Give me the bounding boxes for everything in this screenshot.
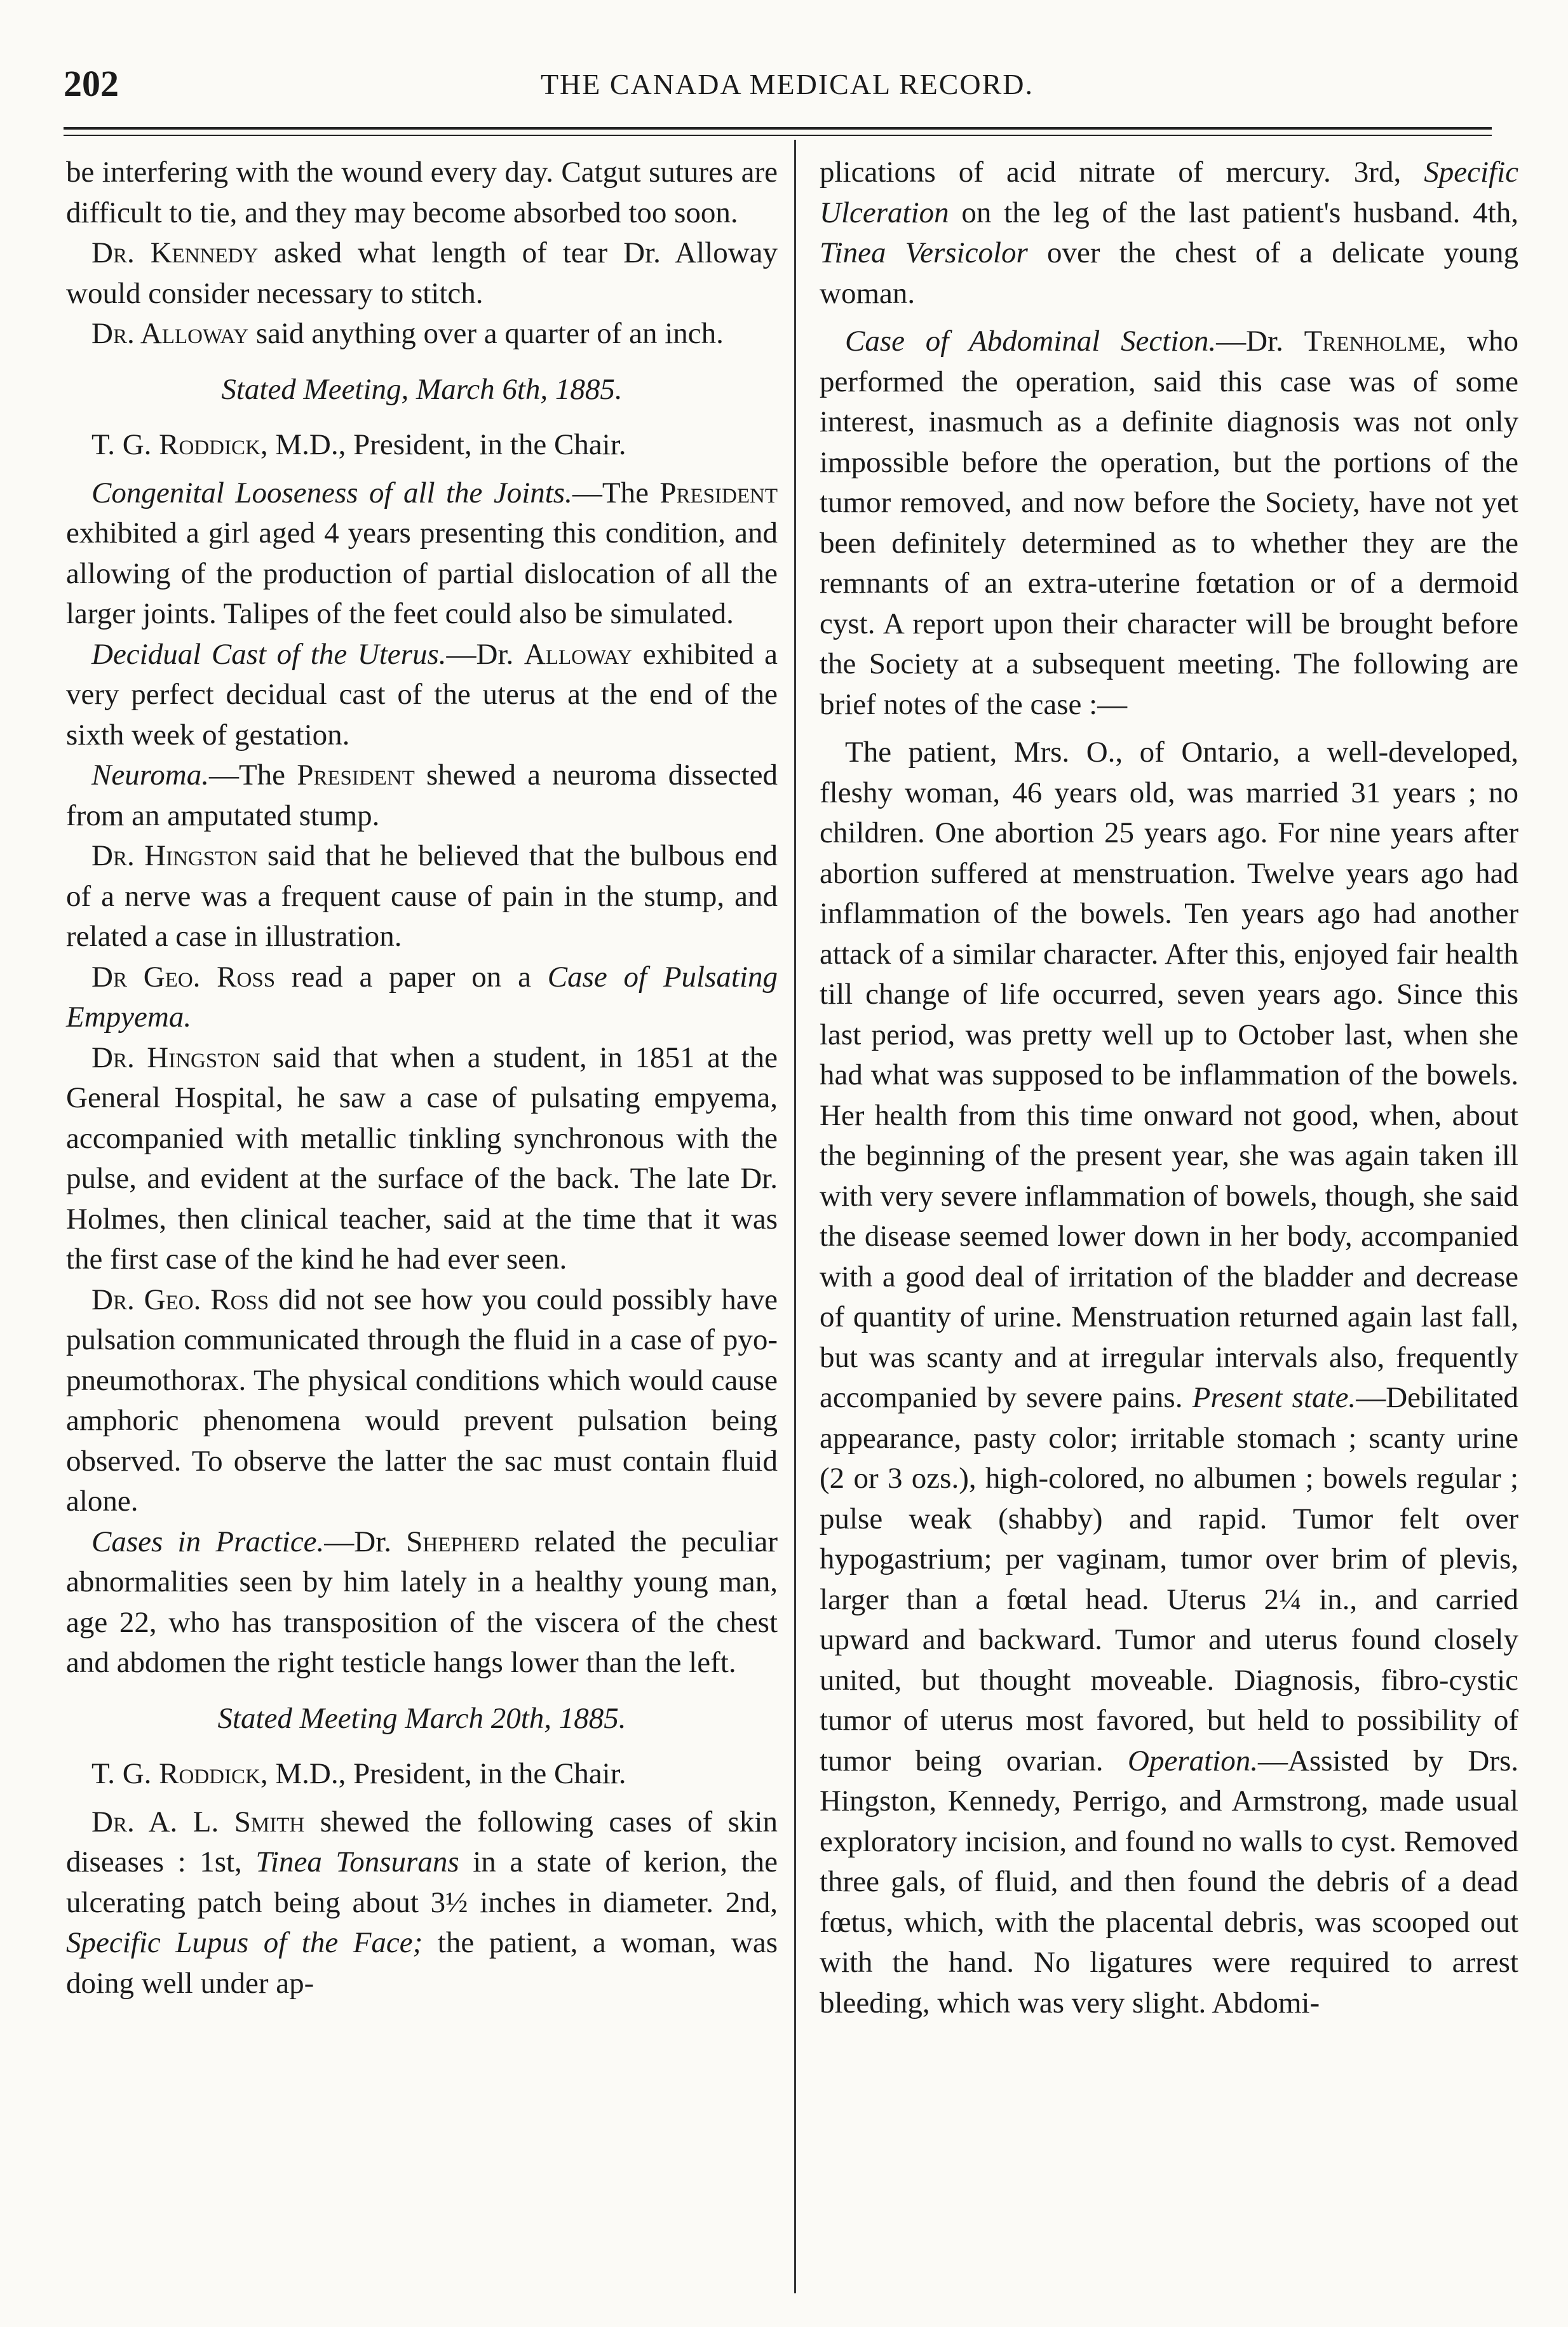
paragraph-text: the patient, a woman, was doing well under ap- [66, 1926, 778, 2000]
paragraph-text: —Assisted by Drs. Hingston, Kennedy, Perrigo, and Armstrong, made usual exploratory incision, and found no walls to cyst. Removed three gals, of fluid, and then found the debris of a dead fœtus, which, with the placental debris, was scooped out with the hand. No ligatures were required to arrest bleeding, which was very slight. Abdomi- [820, 1744, 1518, 2020]
right-column [820, 152, 1518, 2023]
page-number: 202 [64, 63, 119, 104]
paragraph-text: shewed a neuroma dissected from an amputated stump. [66, 759, 778, 832]
disease-name: Specific Ulceration [820, 156, 1518, 229]
disease-name: Tinea Versicolor [820, 236, 1028, 269]
paragraph [66, 755, 778, 836]
paragraph-text: said that when a student, in 1851 at the General Hospital, he saw a case of pulsating empyema, accompanied with metallic tinkling synchronous with the pulse, and evident at the surface of the back. The late Dr. Holmes, then clinical teacher, said at the time that it was the first case of the kind he had ever seen. [66, 1041, 778, 1276]
paragraph-text: plications of acid nitrate of mercury. 3rd, [820, 156, 1424, 189]
paragraph [66, 1280, 778, 1522]
paragraph-text: in a state of kerion, the ulcerating patch being about 3½ inches in diameter. 2nd, [66, 1845, 778, 1919]
paragraph-text: —Debilitated appearance, pasty color; irritable stomach ; scanty urine (2 or 3 ozs.), high-colored, no albumen ; bowels regular ; pulse weak (shabby) and rapid. Tumor felt over hypogastrium; per vaginam, tumor over brim of plevis, larger than a fœtal head. Uterus 2¼ in., and carried upward and backward. Tumor and uterus found closely united, but thought moveable. Diagnosis, fibro-cystic tumor of uterus most favored, but held to possibility of tumor being ovarian. [820, 1381, 1519, 1777]
section-heading: Case of Abdominal Section. [845, 325, 1217, 358]
disease-name: Specific Lupus of the Face; [66, 1926, 423, 1959]
column-divider [794, 140, 796, 2293]
meeting-heading [66, 1699, 778, 1739]
meeting-heading [66, 370, 778, 410]
dash: —The [208, 759, 297, 792]
header-rule-thin [64, 135, 1492, 136]
speaker-name: President [659, 476, 778, 509]
dash: —Dr. [446, 637, 524, 671]
paragraph-text: , M.D., President, in the Chair. [260, 1757, 626, 1790]
paragraph [66, 314, 778, 354]
paragraph [66, 635, 778, 756]
paragraph [66, 1802, 778, 2004]
paragraph [66, 473, 778, 635]
paragraph-text: , M.D., President, in the Chair. [260, 428, 626, 461]
dash: —Dr. [324, 1525, 407, 1558]
paragraph [66, 1522, 778, 1683]
meeting-date: Stated Meeting, March 6th, 1885. [221, 372, 623, 406]
paragraph-text: asked what length of tear Dr. Alloway would consider necessary to stitch. [66, 236, 778, 310]
meeting-date: Stated Meeting March 20th, 1885. [217, 1701, 626, 1735]
paragraph [66, 1754, 778, 1795]
page-header [64, 62, 1511, 113]
speaker-name: Trenholme [1304, 325, 1439, 358]
paragraph [66, 233, 778, 314]
paragraph [66, 425, 778, 466]
paragraph-text: on the leg of the last patient's husband. 4th, [949, 196, 1518, 229]
speaker-name: T. G. Roddick [91, 428, 260, 461]
paragraph-text: said anything over a quarter of an inch. [248, 317, 724, 350]
paragraph-text: read a paper on a [275, 960, 548, 994]
speaker-name: Dr. A. L. Smith [91, 1805, 305, 1838]
paragraph-text: did not see how you could possibly have pulsation communicated through the fluid in a case of pyo-pneumothorax. The physical conditions which would cause amphoric phenomena would prevent pulsation being observed. To observe the latter the sac must contain fluid alone. [66, 1283, 778, 1518]
paragraph-text: said that he believed that the bulbous end of a nerve was a frequent cause of pain in the stump, and related a case in illustration. [66, 839, 778, 953]
paragraph [66, 836, 778, 957]
speaker-name: Dr Geo. Ross [91, 960, 276, 994]
header-rule [64, 127, 1492, 130]
speaker-name: Alloway [524, 637, 633, 671]
paragraph-text: shewed the following cases of skin diseases : 1st, [66, 1805, 778, 1878]
paragraph-text: , who performed the operation, said this case was of some interest, inasmuch as a definite diagnosis was not only impossible before the operation, but the portions of the tumor removed, and now before the Society, have not yet been definitely determined as to whether they are the remnants of an extra-uterine fœtation or of a dermoid cyst. A report upon their character will be brought before the Society at a subsequent meeting. The following are brief notes of the case :— [820, 325, 1518, 721]
speaker-name: T. G. Roddick [91, 1757, 260, 1790]
paragraph-text: The patient, Mrs. O., of Ontario, a well-developed, fleshy woman, 46 years old, was married 31 years ; no children. One abortion 25 years ago. For nine years after abortion suffered at menstruation. Twelve years ago had inflammation of the bowels. Ten years ago had another attack of a similar character. After this, enjoyed fair health till change of life occurred, seven years ago. Since this last period, was pretty well up to October last, when she had what was supposed to be inflammation of the bowels. Her health from this time onward not good, when, about the beginning of the present year, she was again taken ill with very severe inflammation of bowels, though, she said the disease seemed lower down in her body, accompanied with a good deal of irritation of the bladder and decrease of quantity of urine. Menstruation returned again last fall, but was scanty and at irregular intervals also, frequently accompanied by severe pains. [820, 736, 1518, 1414]
dash: —Dr. [1216, 325, 1304, 358]
subheading: Operation. [1128, 1744, 1258, 1777]
paragraph [66, 957, 778, 1038]
dash: —The [572, 476, 660, 509]
paragraph-text: exhibited a girl aged 4 years presenting this condition, and allowing of the production of partial dislocation of all the larger joints. Talipes of the feet could also be simulated. [66, 516, 778, 630]
paragraph-text: related the peculiar abnormalities seen by him lately in a healthy young man, age 22, who has transposition of the viscera of the chest and abdomen the right testicle hangs lower than the left. [66, 1525, 778, 1679]
section-heading: Cases in Practice. [91, 1525, 325, 1558]
paragraph-text: over the chest of a delicate young woman. [820, 236, 1518, 310]
section-heading: Decidual Cast of the Uterus. [91, 637, 447, 671]
paragraph [66, 1038, 778, 1280]
section-heading: Congenital Looseness of all the Joints. [91, 476, 572, 509]
speaker-name: Shepherd [406, 1525, 520, 1558]
paragraph [820, 732, 1518, 2023]
journal-title: THE CANADA MEDICAL RECORD. [540, 68, 1034, 100]
paragraph: be interfering with the wound every day. Catgut sutures are difficult to tie, and they may become absorbed too soon. [66, 156, 778, 229]
speaker-name: President [297, 759, 415, 792]
left-column [66, 152, 778, 2004]
paragraph-text: exhibited a very perfect decidual cast of the uterus at the end of the sixth week of gestation. [66, 637, 778, 752]
disease-name: Tinea Tonsurans [255, 1845, 459, 1878]
speaker-name: Dr. Hingston [91, 839, 258, 872]
subheading: Present state. [1192, 1381, 1356, 1414]
speaker-name: Dr. Geo. Ross [91, 1283, 269, 1316]
paper-title: Case of Pulsating Empyema. [66, 960, 778, 1034]
speaker-name: Dr. Hingston [91, 1041, 260, 1074]
paragraph [820, 321, 1518, 725]
speaker-name: Dr. Kennedy [91, 236, 259, 269]
paragraph [820, 152, 1518, 314]
speaker-name: Dr. Alloway [91, 317, 249, 350]
section-heading: Neuroma. [91, 759, 209, 792]
